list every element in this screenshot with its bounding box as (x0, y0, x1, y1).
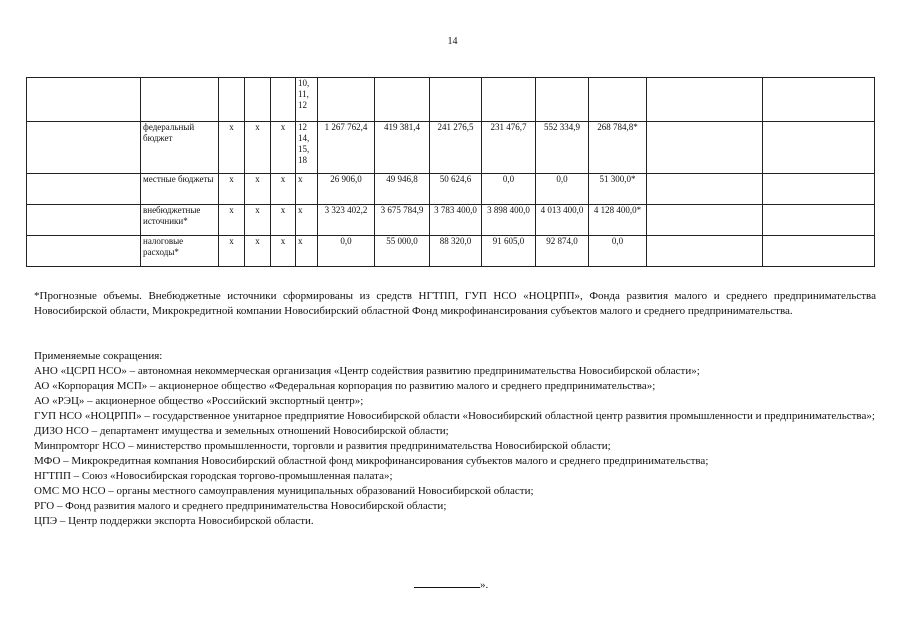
value-cell: 3 898 400,0 (482, 205, 536, 236)
value-cell: 3 783 400,0 (430, 205, 482, 236)
row-label: местные бюджеты (141, 174, 219, 205)
empty-cell (647, 78, 763, 122)
x-cell: х (219, 205, 245, 236)
abbreviation-item: ГУП НСО «НОЦРПП» – государственное унитарное предприятие Новосибирской области «Новосибирский областной центр развития промышленности и предпринимательства»; (34, 410, 875, 422)
empty-cell (27, 122, 141, 174)
value-cell: 26 906,0 (318, 174, 375, 205)
row-label: налоговые расходы* (141, 236, 219, 267)
abbreviation-item: Минпромторг НСО – министерство промышленности, торговли и развития предпринимательства Новосибирской области; (34, 440, 611, 452)
abbreviation-item: ДИЗО НСО – департамент имущества и земельных отношений Новосибирской области; (34, 425, 449, 437)
empty-cell (27, 78, 141, 122)
closing-quote: ». (480, 579, 489, 591)
abbreviation-item: АО «РЭЦ» – акционерное общество «Российский экспортный центр»; (34, 395, 364, 407)
empty-cell (647, 205, 763, 236)
x-cell (271, 78, 296, 122)
row-label: внебюджетные источники* (141, 205, 219, 236)
value-cell: 49 946,8 (375, 174, 430, 205)
abbreviation-item: ЦПЭ – Центр поддержки экспорта Новосибирской области. (34, 515, 314, 527)
value-cell: 88 320,0 (430, 236, 482, 267)
value-cell: 51 300,0* (589, 174, 647, 205)
ref-cell: х (296, 205, 318, 236)
x-cell: х (271, 174, 296, 205)
closing-mark (414, 577, 488, 591)
table-row (27, 205, 875, 236)
row-label (141, 78, 219, 122)
ref-cell: х (296, 174, 318, 205)
x-cell: х (219, 174, 245, 205)
row-label: федеральный бюджет (141, 122, 219, 174)
table-row (27, 174, 875, 205)
empty-cell (763, 236, 875, 267)
value-cell: 3 323 402,2 (318, 205, 375, 236)
x-cell: х (245, 205, 271, 236)
empty-cell (27, 236, 141, 267)
abbreviation-item: АО «Корпорация МСП» – акционерное общество «Федеральная корпорация по развитию малого и среднего предпринимательства»; (34, 380, 656, 392)
value-cell (482, 78, 536, 122)
value-cell: 55 000,0 (375, 236, 430, 267)
empty-cell (27, 205, 141, 236)
empty-cell (647, 122, 763, 174)
abbreviations (34, 349, 876, 529)
value-cell (430, 78, 482, 122)
empty-cell (763, 122, 875, 174)
value-cell: 50 624,6 (430, 174, 482, 205)
value-cell: 3 675 784,9 (375, 205, 430, 236)
empty-cell (647, 174, 763, 205)
value-cell: 0,0 (536, 174, 589, 205)
x-cell: х (271, 205, 296, 236)
value-cell (536, 78, 589, 122)
x-cell: х (271, 236, 296, 267)
value-cell: 241 276,5 (430, 122, 482, 174)
budget-table (26, 77, 875, 267)
value-cell: 4 013 400,0 (536, 205, 589, 236)
value-cell (318, 78, 375, 122)
ref-cell: 12 14, 15, 18 (296, 122, 318, 174)
value-cell: 231 476,7 (482, 122, 536, 174)
value-cell: 1 267 762,4 (318, 122, 375, 174)
empty-cell (763, 205, 875, 236)
abbreviations-heading: Применяемые сокращения: (34, 350, 163, 362)
value-cell (375, 78, 430, 122)
x-cell: х (245, 236, 271, 267)
ref-cell: х (296, 236, 318, 267)
empty-cell (27, 174, 141, 205)
x-cell: х (219, 122, 245, 174)
x-cell (219, 78, 245, 122)
table-row (27, 78, 875, 122)
abbreviation-item: МФО – Микрокредитная компания Новосибирский областной фонд микрофинансирования субъектов малого и среднего предпринимательства; (34, 455, 709, 467)
value-cell: 268 784,8* (589, 122, 647, 174)
x-cell: х (271, 122, 296, 174)
value-cell: 0,0 (589, 236, 647, 267)
x-cell: х (245, 122, 271, 174)
value-cell: 91 605,0 (482, 236, 536, 267)
value-cell: 92 874,0 (536, 236, 589, 267)
abbreviation-item: ОМС МО НСО – органы местного самоуправления муниципальных образований Новосибирской области; (34, 485, 534, 497)
abbreviation-item: РГО – Фонд развития малого и среднего предпринимательства Новосибирской области; (34, 500, 447, 512)
x-cell (245, 78, 271, 122)
page-number: 14 (447, 36, 458, 47)
table-row (27, 122, 875, 174)
value-cell: 0,0 (318, 236, 375, 267)
value-cell: 4 128 400,0* (589, 205, 647, 236)
value-cell: 419 381,4 (375, 122, 430, 174)
value-cell: 0,0 (482, 174, 536, 205)
empty-cell (763, 174, 875, 205)
empty-cell (763, 78, 875, 122)
empty-cell (647, 236, 763, 267)
x-cell: х (245, 174, 271, 205)
signature-line (414, 577, 480, 588)
value-cell: 552 334,9 (536, 122, 589, 174)
table-row (27, 236, 875, 267)
value-cell (589, 78, 647, 122)
abbreviation-item: НГТПП – Союз «Новосибирская городская торгово-промышленная палата»; (34, 470, 393, 482)
ref-cell: 10, 11, 12 (296, 78, 318, 122)
x-cell: х (219, 236, 245, 267)
footnote: *Прогнозные объемы. Внебюджетные источники сформированы из средств НГТПП, ГУП НСО «НОЦРПП», Фонда развития малого и среднего предпринимательства Новосибирской области, Микрокредитной компании Новосибирский областной Фонд микрофинансирования субъектов малого и среднего предпринимательства. (34, 290, 876, 317)
abbreviation-item: АНО «ЦСРП НСО» – автономная некоммерческая организация «Центр содействия развитию предпринимательства Новосибирской области»; (34, 365, 700, 377)
